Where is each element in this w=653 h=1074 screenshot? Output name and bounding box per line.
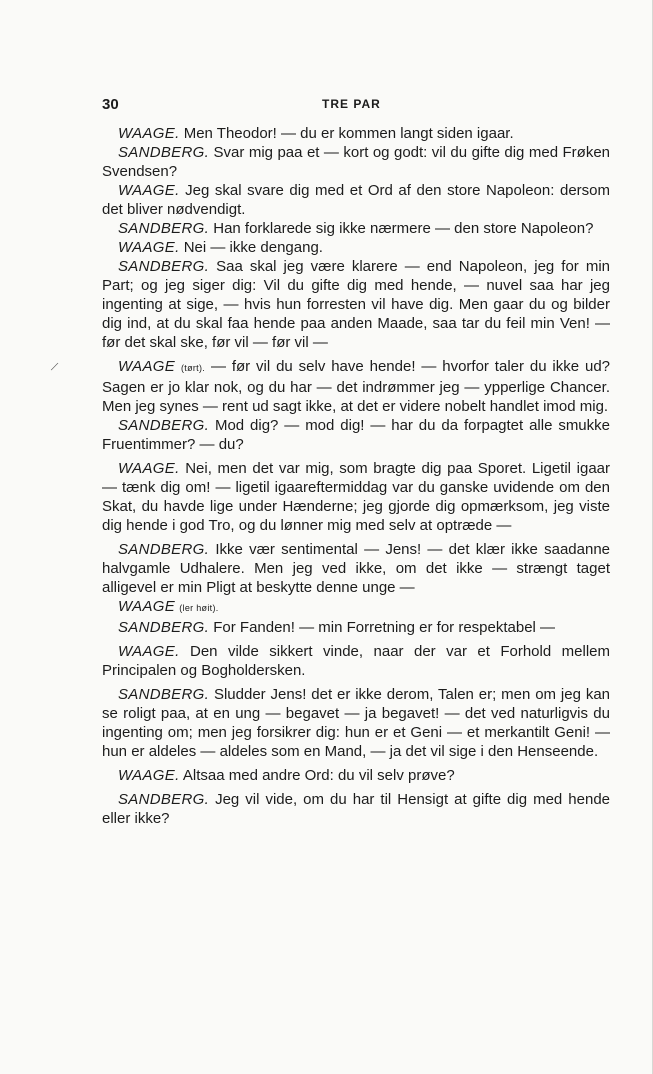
dialogue-line — [102, 540, 610, 597]
speaker-name: SANDBERG. — [118, 144, 210, 161]
speaker-name: SANDBERG. — [118, 791, 210, 808]
line-text: Sludder Jens! det er ikke derom, Talen er; men om jeg kan se roligt paa, at en ung — begavet — ja begavet! — det ved naturligvis du ingenting om; men jeg forsikrer dig: hun er et Geni — et merkantilt Geni! — hun er aldeles — aldeles som en Mand, — ja det vil sige i den Henseende. — [102, 686, 611, 760]
speaker-name: WAAGE. — [118, 125, 180, 142]
dialogue-line — [102, 459, 610, 535]
stage-direction: (tørt). — [180, 363, 206, 373]
margin-pencil-mark: / — [49, 359, 60, 376]
stage-direction: (ler høit). — [179, 603, 219, 613]
page-header — [102, 96, 610, 114]
dialogue-line — [102, 238, 610, 257]
speaker-name: WAAGE — [118, 358, 176, 375]
line-text: Ikke vær sentimental — Jens! — det klær ikke saadanne halvgamle Udhalere. Men jeg ved ikke, om det ikke — strængt taget alligevel er min Pligt at beskytte denne unge — — [102, 541, 610, 596]
speaker-name: WAAGE. — [118, 643, 180, 660]
speaker-name: SANDBERG. — [118, 417, 210, 434]
speaker-name: WAAGE. — [118, 239, 180, 256]
dialogue-line — [102, 357, 610, 416]
dialogue-line — [102, 219, 610, 238]
speaker-name: SANDBERG. — [118, 258, 210, 275]
speaker-name: WAAGE. — [118, 182, 180, 199]
speaker-name: WAAGE. — [118, 460, 180, 477]
line-text: Svar mig paa et — kort og godt: vil du gifte dig med Frøken Svendsen? — [102, 144, 610, 180]
line-text: Altsaa med andre Ord: du vil selv prøve? — [182, 767, 455, 784]
dialogue-line — [102, 257, 610, 352]
line-text: Saa skal jeg være klarere — end Napoleon, jeg for min Part; og jeg siger dig: Vil du gifte dig med hende, — nuvel saa har jeg ingenting at sige, — hvis hun forresten vil have dig. Men gaar du og bilder dig ind, at du skal faa hende paa anden Maade, saa tar du feil min Ven! — før det skal ske, før vil — før vil — — [102, 258, 611, 351]
dialogue-text — [102, 124, 610, 828]
line-text: Den vilde sikkert vinde, naar der var et Forhold mellem Principalen og Bogholdersken. — [102, 643, 610, 679]
line-text: Han forklarede sig ikke nærmere — den store Napoleon? — [213, 220, 594, 237]
page-number: 30 — [102, 96, 119, 113]
line-text: Mod dig? — mod dig! — har du da forpagtet alle smukke Fruentimmer? — du? — [102, 417, 610, 453]
line-text: Nei — ikke dengang. — [183, 239, 323, 256]
dialogue-line — [102, 181, 610, 219]
line-text: Nei, men det var mig, som bragte dig paa Sporet. Ligetil igaar — tænk dig om! — ligetil igaareftermiddag var du ganske uvidende om den Skat, du havde lige under Hænderne; jeg gjorde dig opmærksom, jeg viste dig hende i god Tro, og du lønner mig med selv at optræde — — [102, 460, 611, 534]
line-text: For Fanden! — min Forretning er for respektabel — — [213, 619, 556, 636]
dialogue-line — [102, 143, 610, 181]
speaker-name: SANDBERG. — [118, 541, 210, 558]
dialogue-line — [102, 124, 610, 143]
dialogue-line — [102, 685, 610, 761]
line-text: Jeg vil vide, om du har til Hensigt at gifte dig med hende eller ikke? — [102, 791, 610, 827]
speaker-name: SANDBERG. — [118, 619, 210, 636]
speaker-name: WAAGE. — [118, 767, 180, 784]
dialogue-line — [102, 416, 610, 454]
speaker-name: SANDBERG. — [118, 686, 210, 703]
dialogue-line — [102, 790, 610, 828]
dialogue-line — [102, 597, 610, 618]
dialogue-line — [102, 766, 610, 785]
speaker-name: WAAGE — [118, 598, 176, 615]
line-text: — før vil du selv have hende! — hvorfor taler du ikke ud? Sagen er jo klar nok, og du har — det indrømmer jeg — ypperlige Chancer. Men jeg synes — rent ud sagt ikke, at det er videre nobelt handlet imod mig. — [102, 358, 611, 415]
dialogue-line — [102, 642, 610, 680]
line-text: Jeg skal svare dig med et Ord af den store Napoleon: dersom det bliver nødvendigt. — [102, 182, 610, 218]
dialogue-line — [102, 618, 610, 637]
speaker-name: SANDBERG. — [118, 220, 210, 237]
line-text: Men Theodor! — du er kommen langt siden igaar. — [183, 125, 514, 142]
running-title: TRE PAR — [322, 97, 381, 111]
